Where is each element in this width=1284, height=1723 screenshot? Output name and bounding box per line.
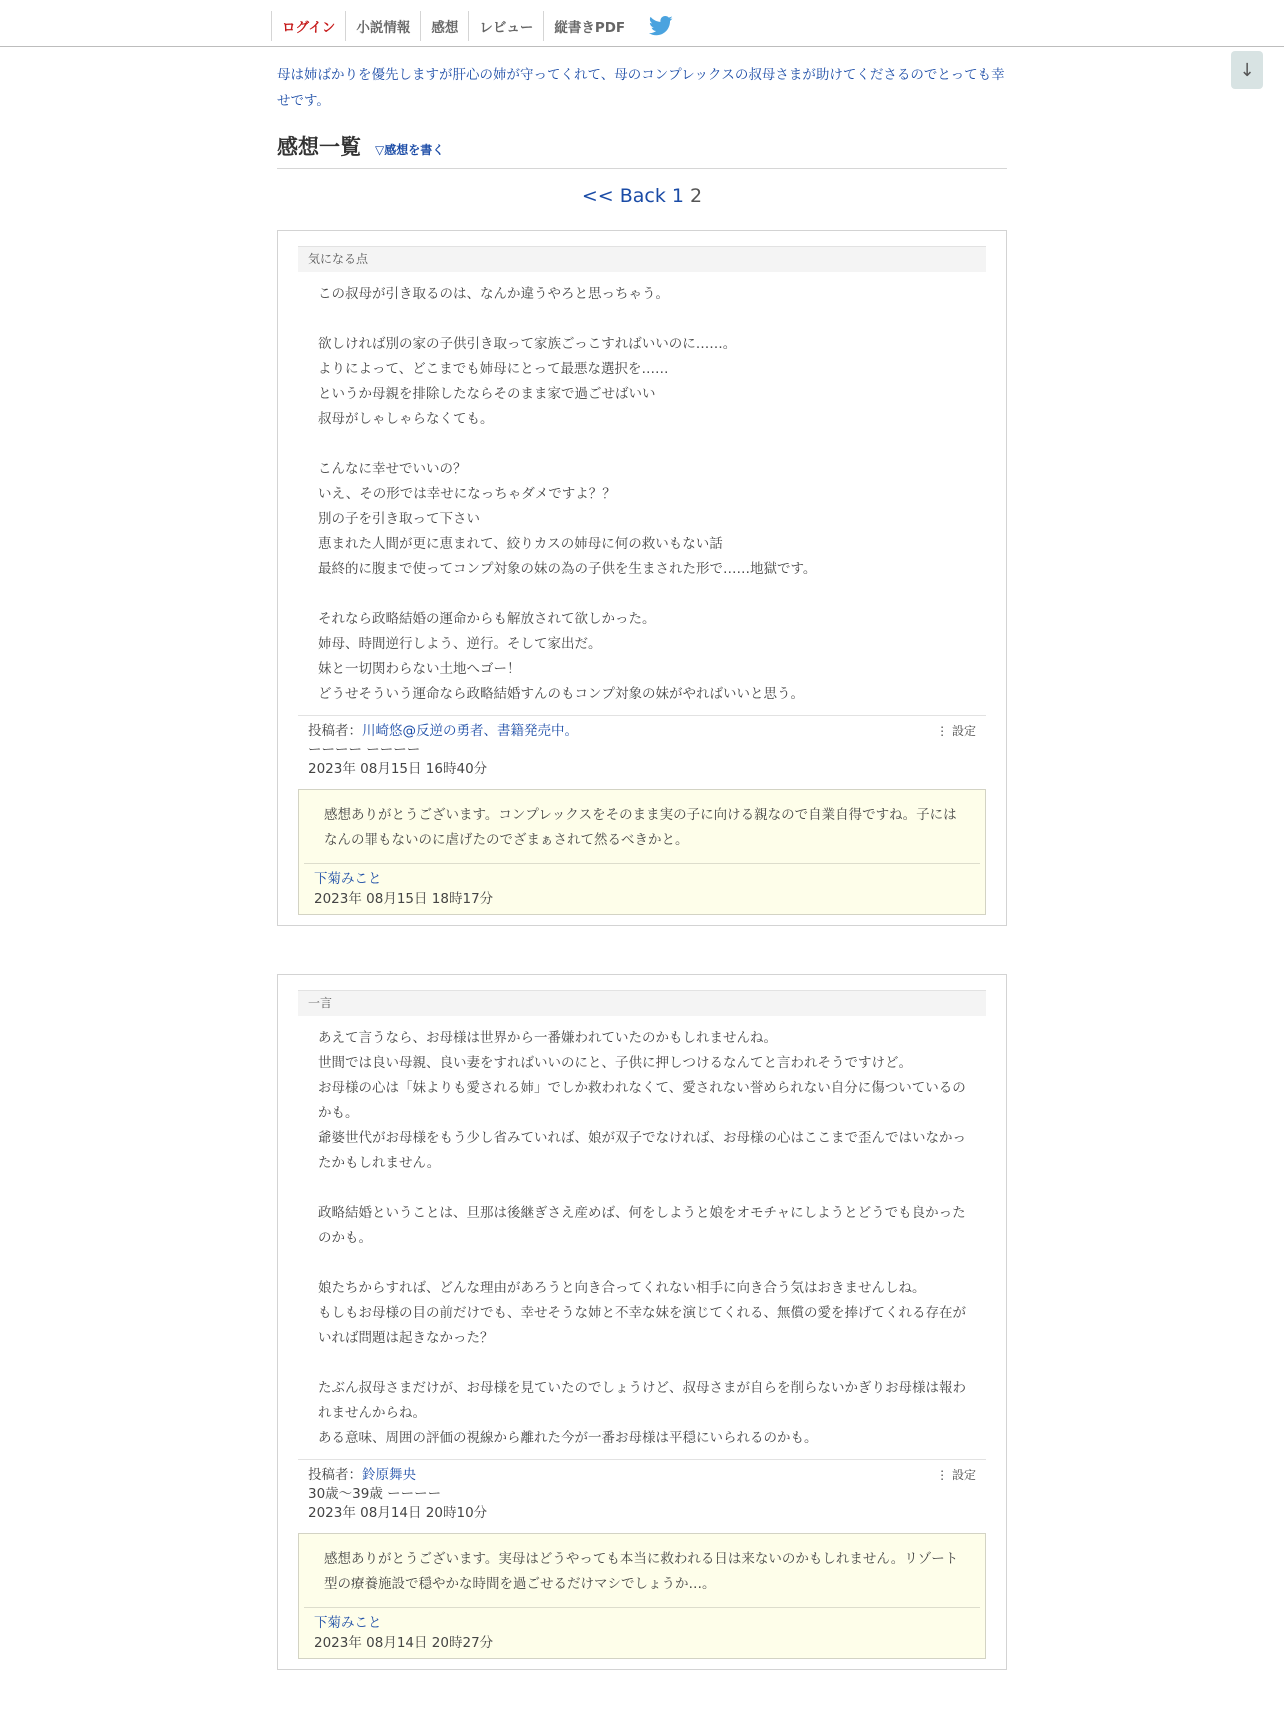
scroll-down-button[interactable]: ↓	[1231, 51, 1263, 89]
poster-label: 投稿者：	[308, 1467, 362, 1483]
comment-meta	[298, 1459, 986, 1531]
reply-meta	[304, 1607, 980, 1658]
comment-date: 2023年 08月15日 16時40分	[308, 761, 488, 777]
settings-menu-button[interactable]: ⋮ 設定	[936, 724, 976, 738]
settings-menu-button[interactable]: ⋮ 設定	[936, 1468, 976, 1482]
login-link[interactable]: ログイン	[271, 11, 345, 41]
reply-date: 2023年 08月15日 18時17分	[314, 891, 494, 907]
main-content	[277, 62, 1007, 207]
vertical-pdf-link[interactable]: 縦書きPDF	[543, 11, 635, 41]
author-reply	[298, 1533, 986, 1659]
comment-text: この叔母が引き取るのは、なんか違うやろと思っちゃう。 欲しければ別の家の子供引き取って家族ごっこすればいいのに……。 よりによって、どこまでも姉母にとって最悪な選択を…… というか母親を排除したならそのまま家で過ごせばいい 叔母がしゃしゃらなくても。 こんなに幸せでいいの？ いえ、その形では幸せになっちゃダメですよ？？ 別の子を引き取って下さい 恵まれた人間が更に恵まれて、絞りカスの姉母に何の救いもない話 最終的に腹まで使ってコンプ対象の妹の為の子供を生まされた形で……地獄です。 それなら政略結婚の運命からも解放されて欲しかった。 姉母、時間逆行しよう、逆行。そして家出だ。 妹と一切関わらない土地へゴー！ どうせそういう運命なら政略結婚すんのもコンプ対象の妹がやればいいと思う。	[318, 286, 817, 702]
comment-category: 一言	[298, 990, 986, 1016]
poster-name-link[interactable]: 川崎悠@反逆の勇者、書籍発売中。	[362, 723, 578, 739]
novel-summary-link[interactable]: 母は姉ばかりを優先しますが肝心の姉が守ってくれて、母のコンプレックスの叔母さまが助けてくださるのでとっても幸せです。	[277, 67, 1005, 109]
twitter-icon[interactable]	[635, 11, 683, 41]
impressions-link[interactable]: 感想	[420, 11, 468, 41]
comment-date: 2023年 08月14日 20時10分	[308, 1505, 488, 1521]
novel-info-link[interactable]: 小説情報	[345, 11, 420, 41]
reply-body	[299, 1534, 985, 1607]
pager-back-link[interactable]: << Back	[581, 185, 666, 207]
heading-row	[277, 131, 1007, 169]
nav-menu	[271, 10, 683, 42]
pager-page-1-link[interactable]: 1	[671, 185, 684, 207]
poster-label: 投稿者：	[308, 723, 362, 739]
poster-name-link[interactable]: 鈴原舞央	[362, 1467, 416, 1483]
reply-text: 感想ありがとうございます。コンプレックスをそのまま実の子に向ける親なので自業自得ですね。子にはなんの罪もないのに虐げたのでざまぁされて然るべきかと。	[324, 807, 957, 848]
comment-card	[277, 974, 1007, 1670]
comment-body	[298, 1016, 986, 1459]
write-impression-link[interactable]: ▽感想を書く	[375, 143, 445, 157]
author-reply	[298, 789, 986, 915]
poster-profile: 30歳～39歳 ーーーー	[308, 1486, 442, 1502]
comment-text: あえて言うなら、お母様は世界から一番嫌われていたのかもしれませんね。 世間では良い母親、良い妻をすればいいのにと、子供に押しつけるなんてと言われそうですけど。 お母様の心は「妹よりも愛される姉」でしか救われなくて、愛されない誉められない自分に傷ついているのかも。 爺婆世代がお母様をもう少し省みていれば、娘が双子でなければ、お母様の心はここまで歪んではいなかったかもしれません。 政略結婚ということは、旦那は後継ぎさえ産めば、何をしようと娘をオモチャにしようとどうでも良かったのかも。 娘たちからすれば、どんな理由があろうと向き合ってくれない相手に向き合う気はおきませんしね。 もしもお母様の目の前だけでも、幸せそうな姉と不幸な妹を演じてくれる、無償の愛を捧げてくれる存在がいれば問題は起きなかった？ たぶん叔母さまだけが、お母様を見ていたのでしょうけど、叔母さまが自らを削らないかぎりお母様は報われませんからね。 ある意味、周囲の評価の視線から離れた今が一番お母様は平穏にいられるのかも。	[318, 1030, 966, 1446]
reply-body	[299, 790, 985, 863]
poster-profile: ーーーー ーーーー	[308, 742, 421, 758]
reply-author-link[interactable]: 下菊みこと	[314, 1615, 382, 1631]
comment-meta	[298, 715, 986, 787]
page-title: 感想一覧	[277, 135, 361, 159]
review-link[interactable]: レビュー	[468, 11, 543, 41]
reply-date: 2023年 08月14日 20時27分	[314, 1635, 494, 1651]
reply-text: 感想ありがとうございます。実母はどうやっても本当に救われる日は来ないのかもしれません。リゾート型の療養施設で穏やかな時間を過ごせるだけマシでしょうか…。	[324, 1551, 959, 1592]
reply-author-link[interactable]: 下菊みこと	[314, 871, 382, 887]
comment-body	[298, 272, 986, 715]
comment-category: 気になる点	[298, 246, 986, 272]
comment-card	[277, 230, 1007, 926]
pager-current-page: 2	[690, 185, 703, 207]
top-nav-bar	[0, 0, 1284, 47]
pagination	[277, 185, 1007, 207]
reply-meta	[304, 863, 980, 914]
